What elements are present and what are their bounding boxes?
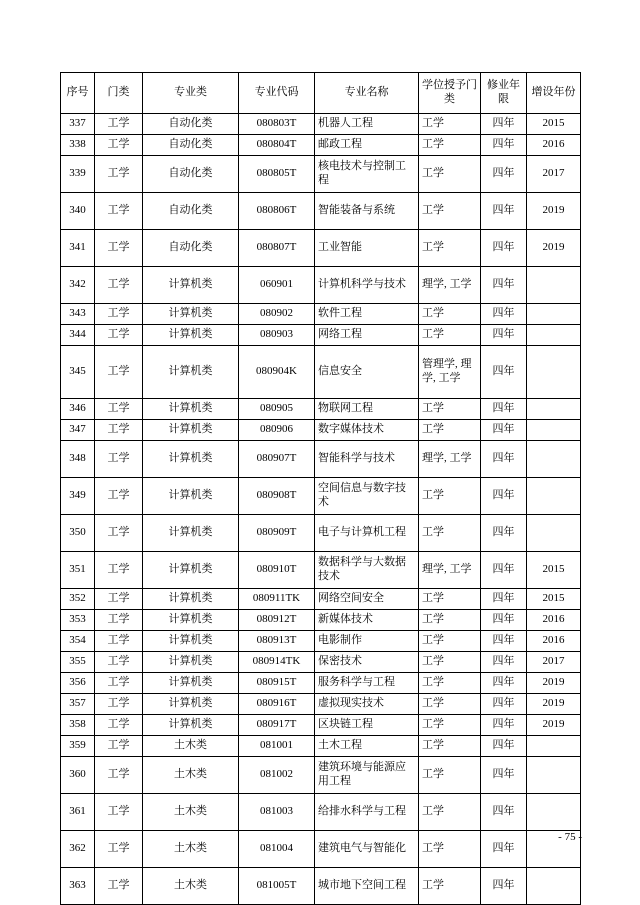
column-header-major-category: 专业类: [143, 73, 239, 114]
cell-added-year: 2019: [527, 694, 581, 715]
cell-added-year: 2015: [527, 589, 581, 610]
cell-degree-category: 理学, 工学: [419, 267, 481, 304]
cell-major-name: 物联网工程: [315, 399, 419, 420]
cell-degree-category: 工学: [419, 515, 481, 552]
cell-study-years: 四年: [481, 325, 527, 346]
cell-major-category: 计算机类: [143, 552, 239, 589]
cell-degree-category: 工学: [419, 736, 481, 757]
table-row: [61, 420, 581, 441]
cell-category: 工学: [95, 135, 143, 156]
cell-major-category: 计算机类: [143, 346, 239, 399]
cell-degree-category: 工学: [419, 715, 481, 736]
cell-seq: 350: [61, 515, 95, 552]
cell-added-year: 2019: [527, 673, 581, 694]
table-row: [61, 304, 581, 325]
cell-major-code: 080916T: [239, 694, 315, 715]
cell-seq: 338: [61, 135, 95, 156]
cell-degree-category: 工学: [419, 325, 481, 346]
cell-major-code: 080903: [239, 325, 315, 346]
cell-added-year: [527, 267, 581, 304]
table-row: [61, 552, 581, 589]
cell-major-code: 080803T: [239, 114, 315, 135]
table-row: [61, 794, 581, 831]
cell-major-code: 080913T: [239, 631, 315, 652]
cell-major-code: 081003: [239, 794, 315, 831]
cell-major-category: 自动化类: [143, 114, 239, 135]
table-row: [61, 868, 581, 905]
cell-seq: 339: [61, 156, 95, 193]
cell-seq: 356: [61, 673, 95, 694]
cell-major-category: 计算机类: [143, 673, 239, 694]
cell-major-name: 软件工程: [315, 304, 419, 325]
cell-study-years: 四年: [481, 193, 527, 230]
cell-seq: 343: [61, 304, 95, 325]
cell-study-years: 四年: [481, 868, 527, 905]
cell-major-category: 自动化类: [143, 193, 239, 230]
cell-major-code: 080908T: [239, 478, 315, 515]
cell-major-category: 计算机类: [143, 441, 239, 478]
cell-major-code: 081004: [239, 831, 315, 868]
cell-category: 工学: [95, 552, 143, 589]
table-row: [61, 589, 581, 610]
cell-major-code: 080904K: [239, 346, 315, 399]
cell-major-category: 计算机类: [143, 399, 239, 420]
cell-study-years: 四年: [481, 304, 527, 325]
cell-seq: 360: [61, 757, 95, 794]
cell-major-code: 080911TK: [239, 589, 315, 610]
cell-seq: 359: [61, 736, 95, 757]
cell-major-code: 080912T: [239, 610, 315, 631]
cell-study-years: 四年: [481, 114, 527, 135]
table-row: [61, 757, 581, 794]
cell-major-name: 数据科学与大数据技术: [315, 552, 419, 589]
cell-seq: 352: [61, 589, 95, 610]
cell-degree-category: 工学: [419, 831, 481, 868]
cell-seq: 348: [61, 441, 95, 478]
table-row: [61, 156, 581, 193]
cell-major-category: 计算机类: [143, 304, 239, 325]
cell-major-code: 080806T: [239, 193, 315, 230]
cell-seq: 357: [61, 694, 95, 715]
cell-seq: 349: [61, 478, 95, 515]
cell-seq: 337: [61, 114, 95, 135]
cell-major-category: 计算机类: [143, 515, 239, 552]
cell-category: 工学: [95, 868, 143, 905]
cell-added-year: [527, 868, 581, 905]
table-header-row: [61, 73, 581, 114]
cell-study-years: 四年: [481, 420, 527, 441]
table-row: [61, 673, 581, 694]
cell-major-name: 工业智能: [315, 230, 419, 267]
cell-seq: 355: [61, 652, 95, 673]
cell-study-years: 四年: [481, 736, 527, 757]
cell-study-years: 四年: [481, 478, 527, 515]
cell-category: 工学: [95, 736, 143, 757]
cell-added-year: 2016: [527, 631, 581, 652]
cell-degree-category: 工学: [419, 420, 481, 441]
column-header-category: 门类: [95, 73, 143, 114]
cell-major-name: 空间信息与数字技术: [315, 478, 419, 515]
cell-study-years: 四年: [481, 515, 527, 552]
column-header-major-code: 专业代码: [239, 73, 315, 114]
table-row: [61, 694, 581, 715]
cell-added-year: 2019: [527, 193, 581, 230]
cell-study-years: 四年: [481, 399, 527, 420]
cell-added-year: 2019: [527, 715, 581, 736]
cell-degree-category: 管理学, 理学, 工学: [419, 346, 481, 399]
cell-added-year: [527, 441, 581, 478]
cell-major-code: 081001: [239, 736, 315, 757]
cell-added-year: [527, 346, 581, 399]
major-catalog-table: [60, 72, 581, 905]
cell-major-name: 邮政工程: [315, 135, 419, 156]
cell-degree-category: 工学: [419, 610, 481, 631]
cell-added-year: [527, 304, 581, 325]
cell-category: 工学: [95, 831, 143, 868]
cell-category: 工学: [95, 631, 143, 652]
table-row: [61, 399, 581, 420]
cell-seq: 354: [61, 631, 95, 652]
cell-major-name: 智能装备与系统: [315, 193, 419, 230]
cell-degree-category: 工学: [419, 193, 481, 230]
cell-category: 工学: [95, 230, 143, 267]
cell-major-name: 保密技术: [315, 652, 419, 673]
cell-degree-category: 工学: [419, 868, 481, 905]
cell-added-year: [527, 325, 581, 346]
cell-study-years: 四年: [481, 652, 527, 673]
cell-study-years: 四年: [481, 794, 527, 831]
cell-added-year: 2015: [527, 114, 581, 135]
cell-major-name: 智能科学与技术: [315, 441, 419, 478]
cell-major-code: 080909T: [239, 515, 315, 552]
cell-seq: 351: [61, 552, 95, 589]
major-catalog-table-wrapper: [60, 72, 580, 905]
cell-added-year: [527, 757, 581, 794]
cell-degree-category: 工学: [419, 478, 481, 515]
cell-major-name: 核电技术与控制工程: [315, 156, 419, 193]
cell-major-code: 080907T: [239, 441, 315, 478]
cell-category: 工学: [95, 193, 143, 230]
cell-major-category: 计算机类: [143, 694, 239, 715]
column-header-study-years: 修业年限: [481, 73, 527, 114]
cell-seq: 347: [61, 420, 95, 441]
cell-degree-category: 工学: [419, 589, 481, 610]
table-row: [61, 736, 581, 757]
cell-major-category: 计算机类: [143, 267, 239, 304]
cell-added-year: 2016: [527, 135, 581, 156]
cell-major-name: 建筑电气与智能化: [315, 831, 419, 868]
cell-degree-category: 工学: [419, 794, 481, 831]
cell-major-name: 建筑环境与能源应用工程: [315, 757, 419, 794]
cell-category: 工学: [95, 610, 143, 631]
cell-added-year: 2016: [527, 610, 581, 631]
table-row: [61, 715, 581, 736]
cell-degree-category: 工学: [419, 135, 481, 156]
cell-major-code: 080917T: [239, 715, 315, 736]
cell-category: 工学: [95, 441, 143, 478]
cell-category: 工学: [95, 694, 143, 715]
cell-major-name: 网络工程: [315, 325, 419, 346]
cell-category: 工学: [95, 420, 143, 441]
cell-major-name: 电子与计算机工程: [315, 515, 419, 552]
table-row: [61, 631, 581, 652]
cell-major-name: 服务科学与工程: [315, 673, 419, 694]
cell-major-name: 虚拟现实技术: [315, 694, 419, 715]
table-row: [61, 652, 581, 673]
cell-category: 工学: [95, 346, 143, 399]
column-header-added-year: 增设年份: [527, 73, 581, 114]
cell-major-category: 计算机类: [143, 715, 239, 736]
cell-major-code: 080915T: [239, 673, 315, 694]
cell-added-year: 2019: [527, 230, 581, 267]
cell-added-year: [527, 515, 581, 552]
cell-degree-category: 理学, 工学: [419, 552, 481, 589]
cell-major-category: 计算机类: [143, 631, 239, 652]
table-row: [61, 267, 581, 304]
cell-seq: 363: [61, 868, 95, 905]
cell-seq: 342: [61, 267, 95, 304]
cell-added-year: [527, 794, 581, 831]
cell-major-category: 计算机类: [143, 652, 239, 673]
cell-study-years: 四年: [481, 757, 527, 794]
cell-added-year: [527, 420, 581, 441]
cell-major-code: 081002: [239, 757, 315, 794]
cell-major-category: 土木类: [143, 794, 239, 831]
cell-degree-category: 工学: [419, 399, 481, 420]
cell-seq: 345: [61, 346, 95, 399]
cell-category: 工学: [95, 589, 143, 610]
cell-category: 工学: [95, 267, 143, 304]
cell-major-code: 080906: [239, 420, 315, 441]
cell-study-years: 四年: [481, 346, 527, 399]
cell-major-category: 计算机类: [143, 325, 239, 346]
cell-added-year: [527, 478, 581, 515]
cell-major-category: 计算机类: [143, 478, 239, 515]
table-row: [61, 515, 581, 552]
table-header: [61, 73, 581, 114]
page-number: - 75 -: [558, 831, 582, 843]
cell-major-name: 机器人工程: [315, 114, 419, 135]
cell-added-year: 2017: [527, 156, 581, 193]
table-body: [61, 114, 581, 905]
cell-major-code: 080805T: [239, 156, 315, 193]
cell-study-years: 四年: [481, 831, 527, 868]
cell-major-name: 新媒体技术: [315, 610, 419, 631]
cell-major-category: 土木类: [143, 831, 239, 868]
cell-category: 工学: [95, 114, 143, 135]
cell-study-years: 四年: [481, 267, 527, 304]
cell-seq: 340: [61, 193, 95, 230]
cell-major-category: 计算机类: [143, 420, 239, 441]
cell-major-name: 给排水科学与工程: [315, 794, 419, 831]
cell-degree-category: 工学: [419, 694, 481, 715]
cell-major-category: 自动化类: [143, 156, 239, 193]
cell-degree-category: 工学: [419, 156, 481, 193]
cell-category: 工学: [95, 325, 143, 346]
column-header-seq: 序号: [61, 73, 95, 114]
cell-degree-category: 工学: [419, 230, 481, 267]
cell-category: 工学: [95, 478, 143, 515]
cell-study-years: 四年: [481, 135, 527, 156]
table-row: [61, 831, 581, 868]
cell-category: 工学: [95, 156, 143, 193]
table-row: [61, 478, 581, 515]
cell-major-name: 土木工程: [315, 736, 419, 757]
cell-major-name: 城市地下空间工程: [315, 868, 419, 905]
cell-major-category: 土木类: [143, 868, 239, 905]
cell-category: 工学: [95, 673, 143, 694]
cell-study-years: 四年: [481, 552, 527, 589]
cell-added-year: [527, 736, 581, 757]
cell-category: 工学: [95, 715, 143, 736]
cell-study-years: 四年: [481, 715, 527, 736]
cell-study-years: 四年: [481, 673, 527, 694]
cell-major-code: 080804T: [239, 135, 315, 156]
cell-study-years: 四年: [481, 441, 527, 478]
cell-seq: 362: [61, 831, 95, 868]
cell-degree-category: 工学: [419, 114, 481, 135]
cell-seq: 344: [61, 325, 95, 346]
cell-degree-category: 工学: [419, 631, 481, 652]
table-row: [61, 325, 581, 346]
cell-major-name: 数字媒体技术: [315, 420, 419, 441]
cell-major-name: 信息安全: [315, 346, 419, 399]
cell-major-code: 060901: [239, 267, 315, 304]
table-row: [61, 441, 581, 478]
cell-study-years: 四年: [481, 631, 527, 652]
cell-category: 工学: [95, 304, 143, 325]
cell-category: 工学: [95, 399, 143, 420]
cell-degree-category: 工学: [419, 757, 481, 794]
cell-major-category: 土木类: [143, 736, 239, 757]
cell-major-code: 080910T: [239, 552, 315, 589]
cell-major-name: 网络空间安全: [315, 589, 419, 610]
cell-major-code: 080902: [239, 304, 315, 325]
cell-major-code: 080807T: [239, 230, 315, 267]
cell-category: 工学: [95, 652, 143, 673]
cell-degree-category: 工学: [419, 652, 481, 673]
cell-seq: 353: [61, 610, 95, 631]
cell-seq: 358: [61, 715, 95, 736]
cell-added-year: [527, 399, 581, 420]
cell-degree-category: 工学: [419, 304, 481, 325]
column-header-major-name: 专业名称: [315, 73, 419, 114]
cell-added-year: 2015: [527, 552, 581, 589]
cell-study-years: 四年: [481, 156, 527, 193]
cell-major-category: 土木类: [143, 757, 239, 794]
column-header-degree-category: 学位授予门类: [419, 73, 481, 114]
cell-major-category: 计算机类: [143, 610, 239, 631]
cell-major-code: 080914TK: [239, 652, 315, 673]
cell-added-year: 2017: [527, 652, 581, 673]
table-row: [61, 135, 581, 156]
cell-major-name: 电影制作: [315, 631, 419, 652]
cell-seq: 361: [61, 794, 95, 831]
cell-major-category: 自动化类: [143, 135, 239, 156]
cell-study-years: 四年: [481, 230, 527, 267]
cell-category: 工学: [95, 515, 143, 552]
cell-study-years: 四年: [481, 610, 527, 631]
cell-study-years: 四年: [481, 589, 527, 610]
cell-major-name: 计算机科学与技术: [315, 267, 419, 304]
table-row: [61, 114, 581, 135]
cell-major-code: 080905: [239, 399, 315, 420]
cell-study-years: 四年: [481, 694, 527, 715]
cell-seq: 341: [61, 230, 95, 267]
table-row: [61, 230, 581, 267]
table-row: [61, 610, 581, 631]
cell-seq: 346: [61, 399, 95, 420]
cell-category: 工学: [95, 794, 143, 831]
table-row: [61, 193, 581, 230]
cell-major-category: 自动化类: [143, 230, 239, 267]
cell-major-name: 区块链工程: [315, 715, 419, 736]
cell-category: 工学: [95, 757, 143, 794]
cell-degree-category: 理学, 工学: [419, 441, 481, 478]
table-row: [61, 346, 581, 399]
cell-major-category: 计算机类: [143, 589, 239, 610]
cell-major-code: 081005T: [239, 868, 315, 905]
cell-degree-category: 工学: [419, 673, 481, 694]
